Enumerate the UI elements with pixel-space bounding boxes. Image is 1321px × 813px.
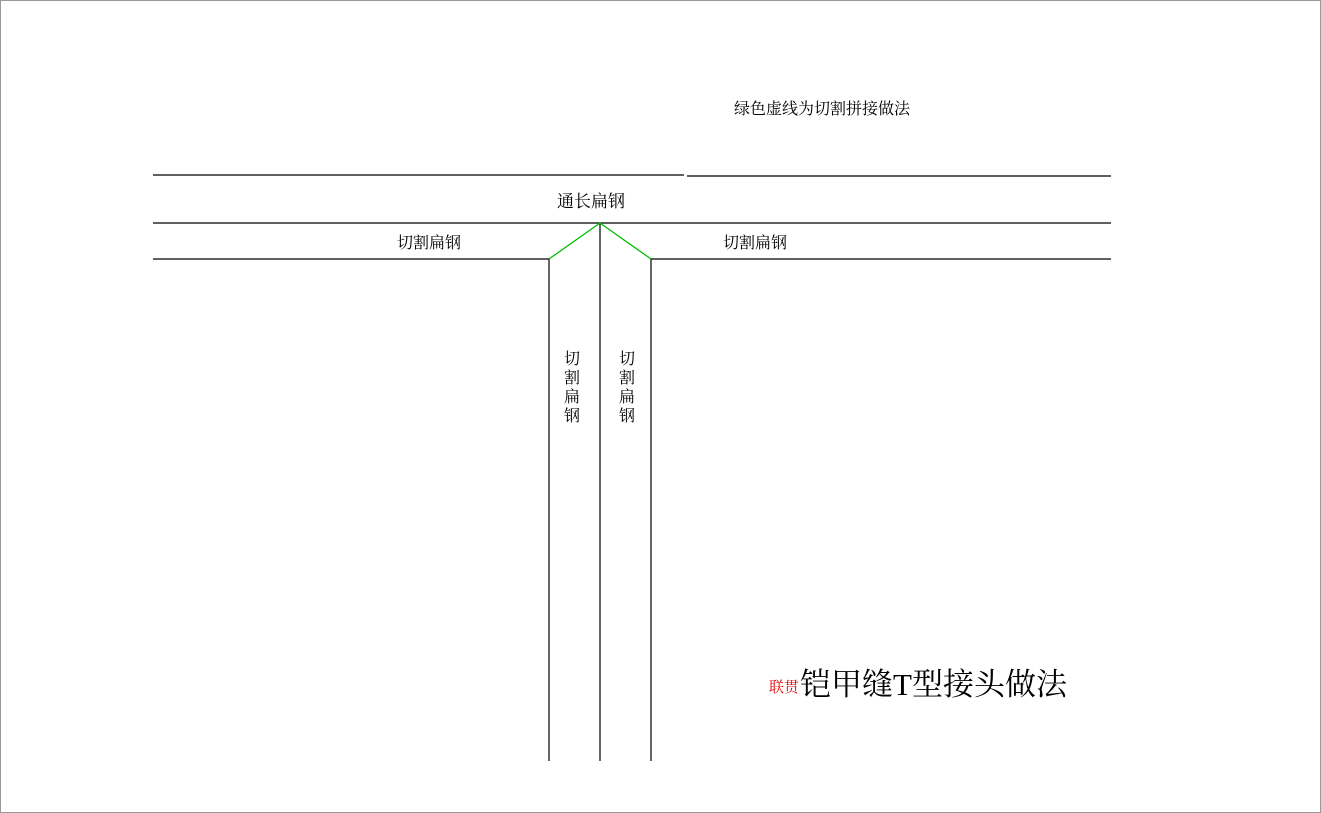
label-through-flat-steel: 通长扁钢 (557, 192, 625, 211)
brand-logo-text: 联贯 (769, 679, 800, 696)
label-left-cut-flat-steel: 切割扁钢 (397, 235, 462, 252)
cad-line-work (1, 1, 1321, 813)
label-vertical-left-cut-flat-steel: 切割扁钢 (563, 351, 580, 425)
label-right-cut-flat-steel: 切割扁钢 (723, 235, 788, 252)
title-block (769, 659, 1067, 704)
label-vertical-right-cut-flat-steel: 切割扁钢 (618, 351, 635, 425)
green-joint-line-left (549, 223, 600, 259)
note-green-dashed: 绿色虚线为切割拼接做法 (734, 101, 911, 118)
green-joint-line-right (600, 223, 651, 259)
drawing-title: 铠甲缝T型接头做法 (800, 667, 1067, 702)
